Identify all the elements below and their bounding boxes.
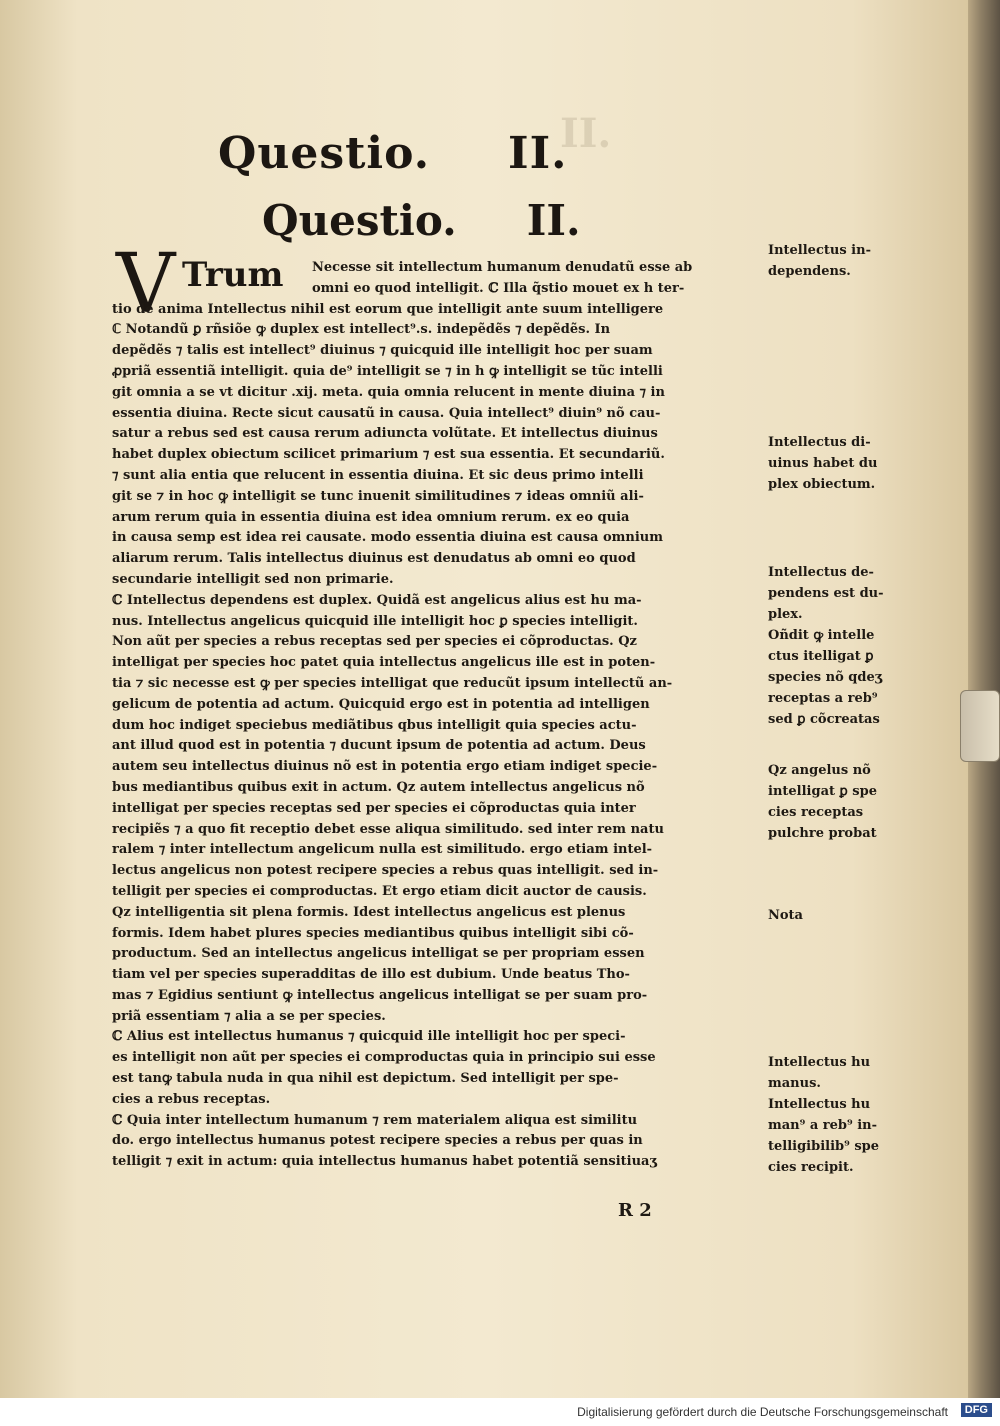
margin-note-line: dependens. [768,264,851,279]
text-line: cies a rebus receptas. [112,1091,271,1107]
text-line: depẽdẽs ⁊ talis est intellect⁹ diuinus ⁊ quicquid ille intelligit hoc per suam [112,343,653,359]
margin-note-line: plex. [768,607,803,622]
text-line: telligit per species ei comproductas. Et ergo etiam dicit auctor de causis. [112,883,647,899]
text-line: omni eo quod intelligit. ℂ Illa q̃stio mouet ex h ter- [312,280,685,296]
margin-note-line: manus. [768,1076,821,1091]
drop-initial: V [116,237,176,332]
margin-note-line: Nota [768,908,803,923]
text-line: nus. Intellectus angelicus quicquid ille intelligit hoc ꝑ species intelligit. [112,613,638,629]
text-line: git omnia a se vt dicitur .xij. meta. quia omnia relucent in mente diuina ⁊ in [112,384,665,400]
margin-note-line: species nõ qdeʒ [768,670,883,685]
running-head-number: II. [508,128,568,179]
text-line: lectus angelicus non potest recipere species a rebus quas intelligit. sed in- [112,863,659,879]
text-line: tia ⁊ sic necesse est ꝙ per species intelligat que reducũt ipsum intellectũ an- [112,675,673,691]
margin-note-line: Oñdit ꝙ intelle [768,628,875,643]
body-text [112,258,762,1173]
text-line: ⁊ sunt alia entia que relucent in essentia diuina. Et sic deus primo intelli [112,467,644,483]
text-line: satur a rebus sed est causa rerum adiuncta volũtate. Et intellectus diuinus [112,426,658,442]
text-line: es intelligit non aũt per species ei comproductas quia in principio sui esse [112,1050,656,1066]
margin-note-line: Intellectus in- [768,243,871,258]
margin-note-line: pendens est du- [768,586,884,601]
text-line: intelligat per species hoc patet quia intellectus angelicus ille est in poten- [112,655,656,671]
bleed-through-text: II. [560,110,612,157]
question-title-word: Questio. [262,196,457,245]
text-line: git se ⁊ in hoc ꝙ intelligit se tunc inuenit similitudines ⁊ ideas omniũ ali- [112,488,644,504]
funding-credit: Digitalisierung gefördert durch die Deutsche Forschungsgemeinschaft [577,1405,948,1419]
text-line: ℂ Alius est intellectus humanus ⁊ quicquid ille intelligit hoc per speci- [112,1029,626,1045]
text-line: dum hoc indiget speciebus mediãtibus qbus intelligit quia species actu- [112,717,637,733]
margin-note [768,562,918,730]
margin-note-line: sed ꝑ cõcreatas [768,712,880,727]
text-line: recipiẽs ⁊ a quo fit receptio debet esse aliqua similitudo. sed inter rem natu [112,821,664,837]
text-line: Necesse sit intellectum humanum denudatũ esse ab [312,260,693,275]
text-line: secundarie intelligit sed non primarie. [112,571,394,587]
text-line: formis. Idem habet plures species mediantibus quibus intelligit sibi cõ- [112,925,634,941]
text-line: Non aũt per species a rebus receptas sed per species ei cõproductas. Qz [112,634,637,650]
book-clasp [960,690,1000,762]
margin-note-line: cies recipit. [768,1160,854,1175]
text-line: bus mediantibus quibus exit in actum. Qz autem intellectus angelicus nõ [112,779,645,795]
margin-note-line: telligibilib⁹ spe [768,1139,880,1154]
running-head [218,128,568,179]
margin-note [768,760,918,844]
text-line: mas ⁊ Egidius sentiunt ꝙ intellectus angelicus intelligat se per suam pro- [112,987,648,1003]
text-line: Qz intelligentia sit plena formis. Idest intellectus angelicus est plenus [112,904,626,920]
margin-note-line: Intellectus di- [768,435,871,450]
margin-note [768,432,918,495]
footer-bar [0,1398,1000,1426]
text-line: arum rerum quia in essentia diuina est idea omnium rerum. ex eo quia [112,509,630,525]
text-line: productum. Sed an intellectus angelicus intelligat se per propriam essen [112,946,645,962]
margin-note-line: man⁹ a reb⁹ in- [768,1118,878,1133]
initial-word-rest: Trum [182,255,284,295]
margin-note-line: pulchre probat [768,826,877,841]
text-line: in causa semp est idea rei causate. modo essentia diuina est causa omnium [112,530,664,546]
running-head-word: Questio. [218,128,431,179]
question-title [262,196,581,245]
dfg-logo: DFG [961,1403,992,1417]
margin-note-line: Intellectus de- [768,565,874,580]
text-line: autem seu intellectus diuinus nõ est in potentia ergo etiam indiget specie- [112,759,658,775]
signature-mark: R 2 [618,1200,652,1221]
text-line: ralem ⁊ inter intellectum angelicum nulla est similitudo. ergo etiam intel- [112,842,653,858]
text-line: do. ergo intellectus humanus potest recipere species a rebus per quas in [112,1133,643,1149]
text-line: priã essentiam ⁊ alia a se per species. [112,1008,386,1024]
text-line: aliarum rerum. Talis intellectus diuinus est denudatus ab omni eo quod [112,551,636,567]
text-line: habet duplex obiectum scilicet primarium ⁊ est sua essentia. Et secundariũ. [112,447,665,463]
margin-note-line: plex obiectum. [768,477,876,492]
text-line: gelicum de potentia ad actum. Quicquid ergo est in potentia ad intelligen [112,696,650,712]
text-line: ℂ Quia inter intellectum humanum ⁊ rem materialem aliqua est similitu [112,1112,638,1128]
margin-note-line: Qz angelus nõ [768,763,871,778]
margin-note-line: ctus itelligat ꝑ [768,649,874,664]
margin-note-line: Intellectus hu [768,1055,871,1070]
margin-note-line: intelligat ꝑ spe [768,784,877,799]
text-line: tio de anima Intellectus nihil est eorum que intelligit ante suum intelligere [112,301,664,317]
text-line: ℂ Notandũ ꝑ rñsiõe ꝙ duplex est intellect⁹.s. indepẽdẽs ⁊ depẽdẽs. In [112,322,611,338]
margin-note-line: Intellectus hu [768,1097,871,1112]
margin-note [768,905,918,926]
margin-note-line: receptas a reb⁹ [768,691,878,706]
question-title-number: II. [526,196,581,245]
text-line: est tanꝙ tabula nuda in qua nihil est depictum. Sed intelligit per spe- [112,1071,619,1087]
text-line: ꝓpriã essentiã intelligit. quia de⁹ intelligit se ⁊ in h ꝙ intelligit se tũc intelli [112,363,663,379]
text-line: tiam vel per species superadditas de illo est dubium. Unde beatus Tho- [112,967,630,983]
text-line: ant illud quod est in potentia ⁊ ducunt ipsum de potentia ad actum. Deus [112,738,646,754]
margin-note [768,240,918,282]
margin-note-line: cies receptas [768,805,864,820]
text-line: essentia diuina. Recte sicut causatũ in causa. Quia intellect⁹ diuin⁹ nõ cau- [112,405,661,421]
text-line: ℂ Intellectus dependens est duplex. Quidã est angelicus alius est hu ma- [112,592,642,608]
text-line: intelligat per species receptas sed per species ei cõproductas quia inter [112,800,636,816]
margin-note [768,1052,918,1178]
text-line: telligit ⁊ exit in actum: quia intellectus humanus habet potentiã sensitiuaʒ [112,1154,657,1170]
margin-note-line: uinus habet du [768,456,878,471]
